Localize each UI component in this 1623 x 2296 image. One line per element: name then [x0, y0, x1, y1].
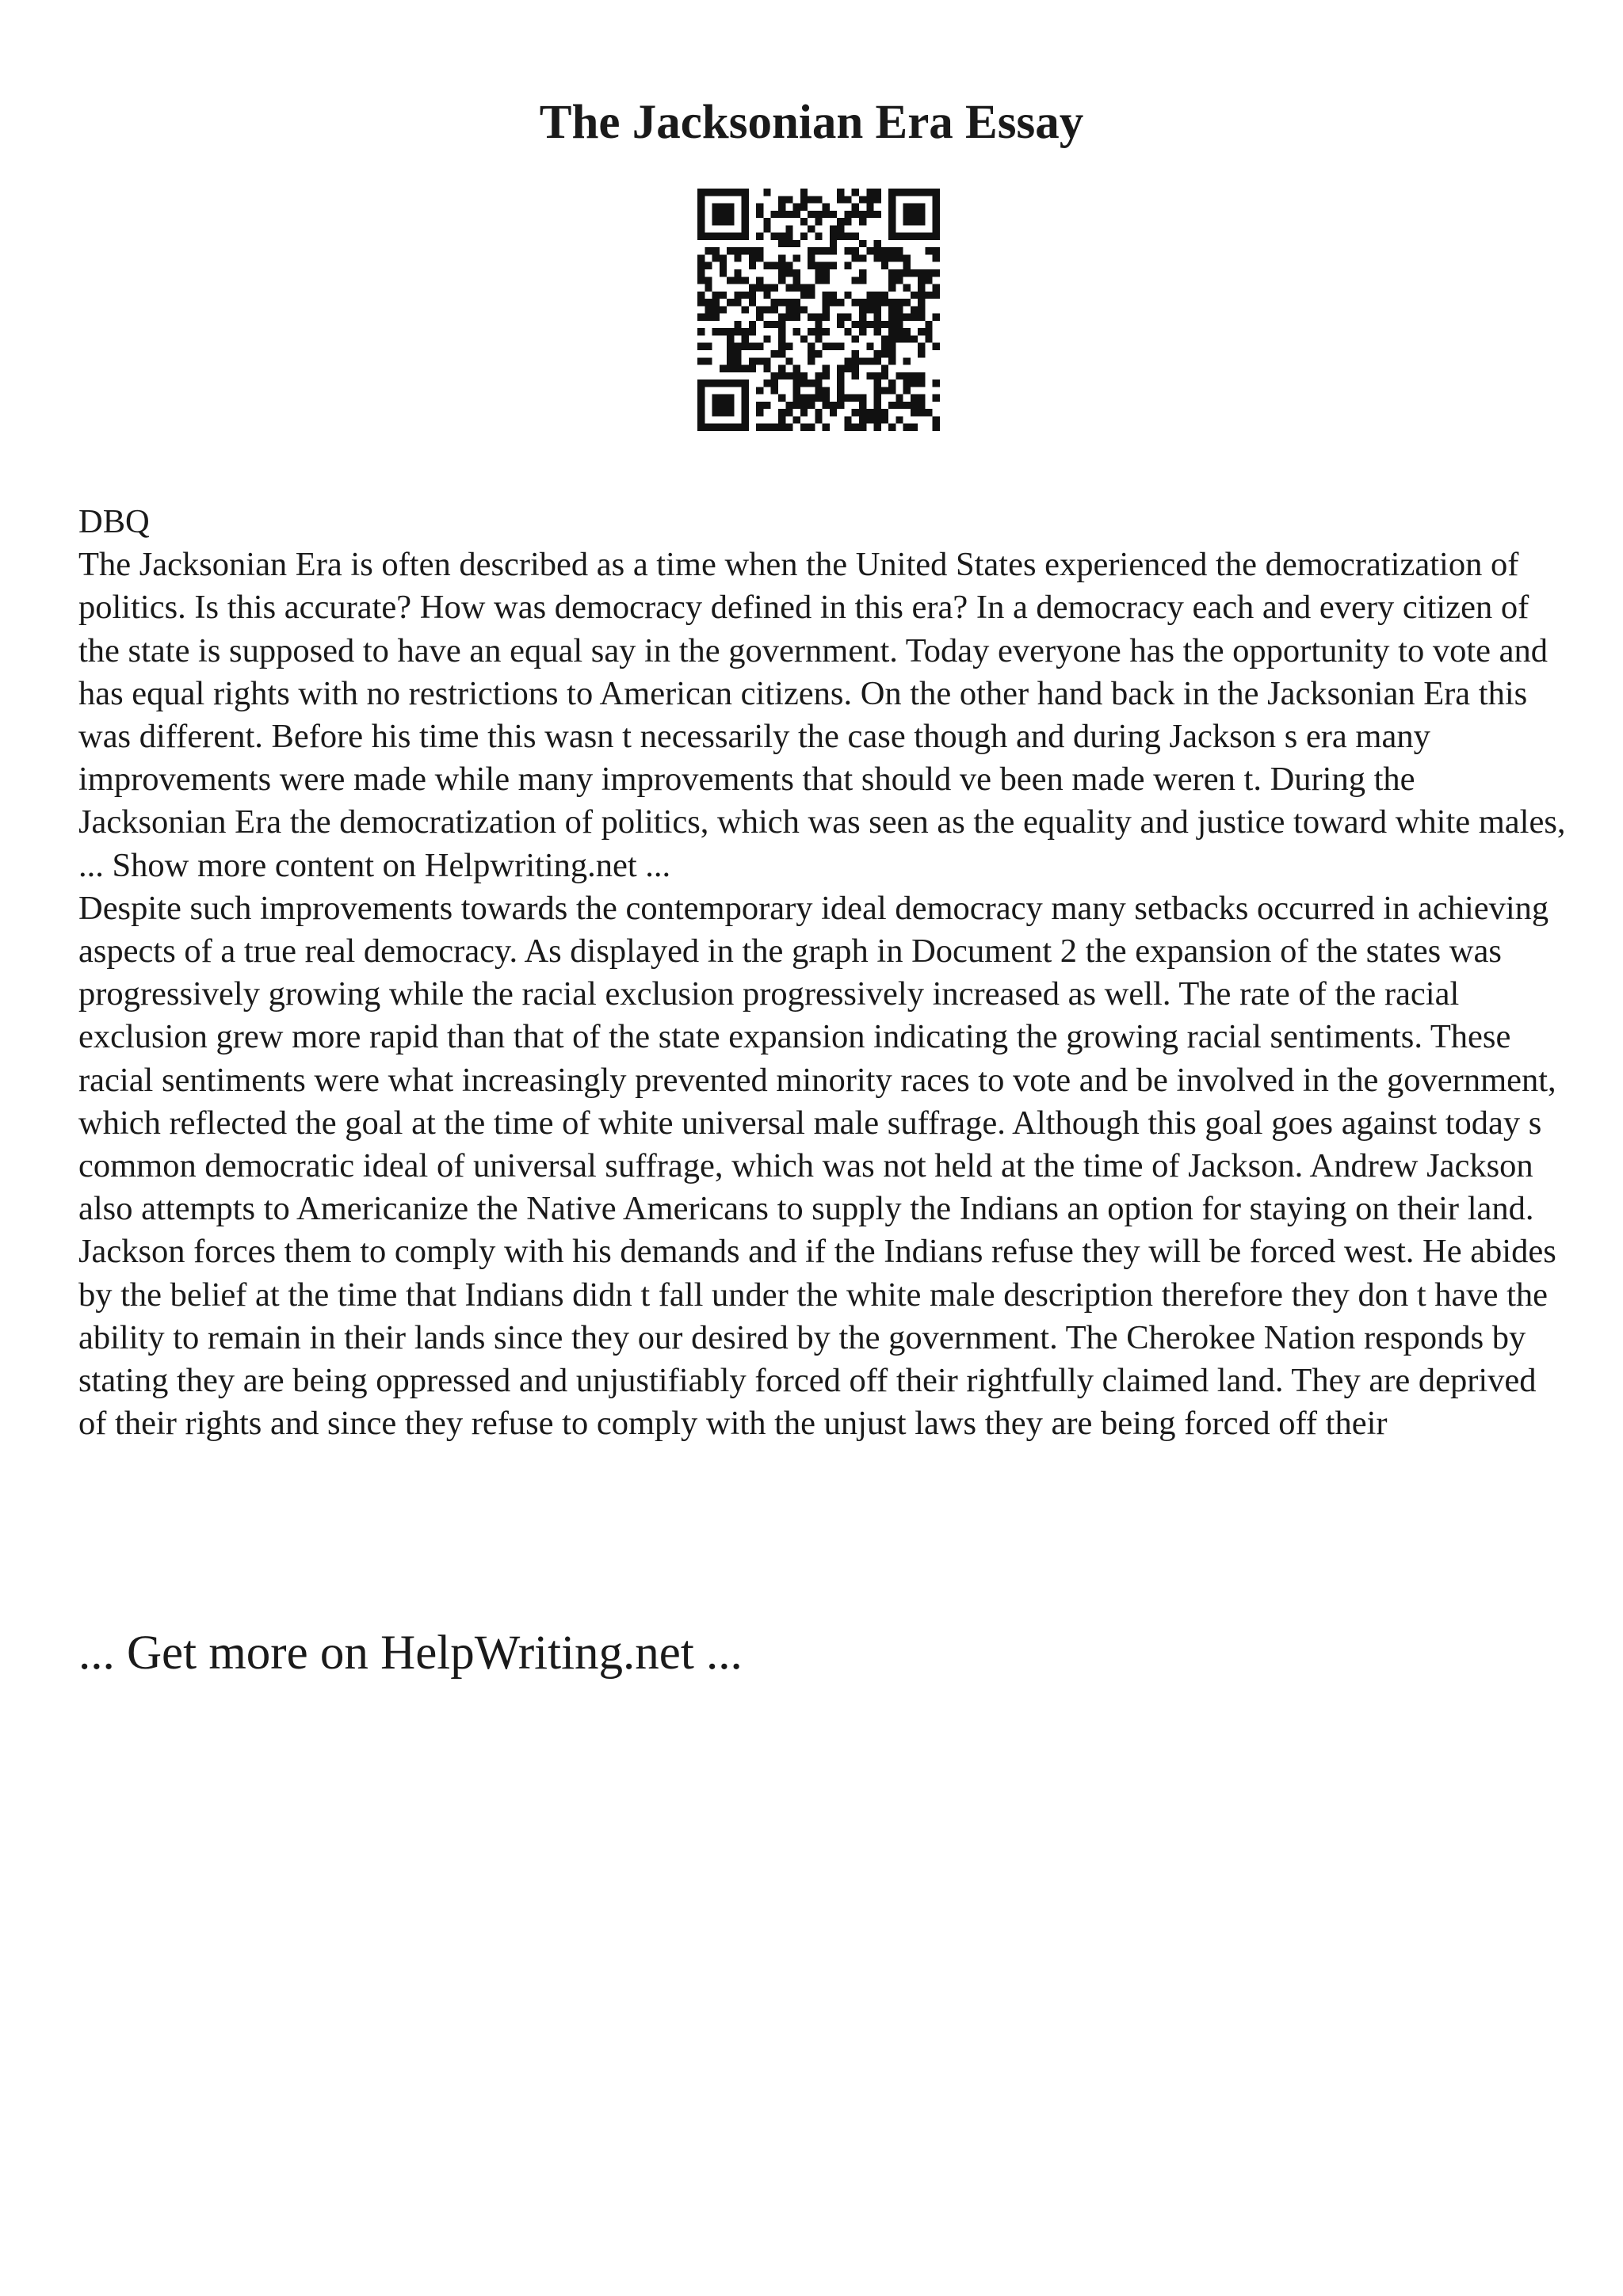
paragraph-heading: DBQ	[78, 503, 150, 540]
qr-code-icon	[697, 189, 940, 431]
get-more-link[interactable]: ... Get more on HelpWriting.net ...	[78, 1627, 743, 1680]
paragraph: Despite such improvements towards the contemporary ideal democracy many setbacks occurred in achieving aspects of a true real democracy. As displayed in the graph in Document 2 the expansion of the states was progressively growing while the racial exclusion progressively increased as well. The rate of the racial exclusion grew more rapid than that of the state expansion indicating the growing racial sentiments. These racial sentiments were what increasingly prevented minority races to vote and be involved in the government, which reflected the goal at the time of white universal male suffrage. Although this goal goes against today s common democratic ideal of universal suffrage, which was not held at the time of Jackson. Andrew Jackson also attempts to Americanize the Native Americans to supply the Indians an option for staying on their land. Jackson forces them to comply with his demands and if the Indians refuse they will be forced west. He abides by the belief at the time that Indians didn t fall under the white male description therefore they don t have the ability to remain in their lands since they our desired by the government. The Cherokee Nation responds by stating they are being oppressed and unjustifiably forced off their rightfully claimed land. They are deprived of their rights and since they refuse to comply with the unjust laws they are being forced off their	[78, 889, 1556, 1443]
document-title: The Jacksonian Era Essay	[539, 96, 1084, 149]
paragraph: The Jacksonian Era is often described as a time when the United States experienced the democratization of politics. Is this accurate? How was democracy defined in this era? In a democracy each and every citizen of the state is supposed to have an equal say in the government. Today everyone has the opportunity to vote and has equal rights with no restrictions to American citizens. On the other hand back in the Jacksonian Era this was different. Before his time this wasn t necessarily the case though and during Jackson s era many improvements were made while many improvements that should ve been made weren t. During the Jacksonian Era the democratization of politics, which was seen as the equality and justice toward white males, ... Show more content on Helpwriting.net ...	[78, 546, 1566, 884]
essay-body	[78, 501, 1568, 1445]
